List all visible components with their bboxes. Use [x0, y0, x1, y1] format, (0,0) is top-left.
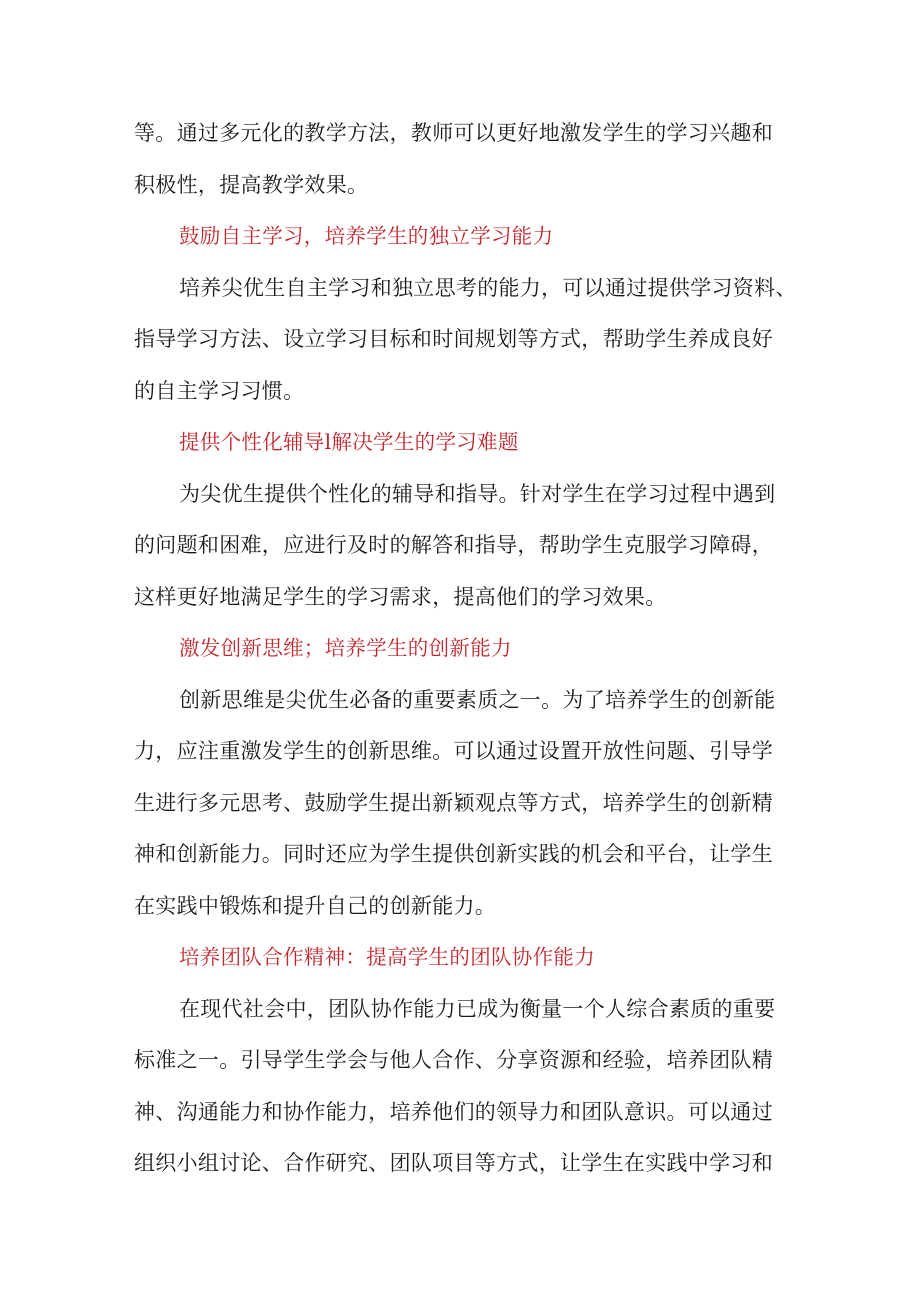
paragraph-teamwork: [134, 984, 796, 1190]
section-heading-innovation: [134, 623, 796, 675]
section-heading-teamwork: [134, 932, 796, 984]
heading-text: 培养团队合作精神：提高学生的团队协作能力: [179, 945, 595, 969]
paragraph-line: 为尖优生提供个性化的辅导和指导。针对学生在学习过程中遇到: [179, 481, 776, 506]
paragraph-line: 的自主学习习惯。: [134, 378, 305, 403]
paragraph-self-learning: [134, 263, 796, 418]
paragraph-line: 指导学习方法、设立学习目标和时间规划等方式，帮助学生养成良好: [134, 327, 773, 351]
paragraph-line: 积极性，提高教学效果。: [134, 172, 369, 197]
paragraph-line: 神、沟通能力和协作能力，培养他们的领导力和团队意识。可以通过: [134, 1099, 773, 1124]
paragraph-line: 力，应注重激发学生的创新思维。可以通过设置开放性问题、引导学: [134, 739, 773, 763]
paragraph-line: 创新思维是尖优生必备的重要素质之一。为了培养学生的创新能: [179, 687, 776, 712]
paragraph-line: 的问题和困难，应进行及时的解答和指导，帮助学生克服学习障碍，: [134, 533, 773, 557]
paragraph-line: 组织小组讨论、合作研究、团队项目等方式，让学生在实践中学习和: [134, 1151, 773, 1175]
paragraph-line: 在实践中锻炼和提升自己的创新能力。: [134, 893, 497, 918]
paragraph-line: 等。通过多元化的教学方法，教师可以更好地激发学生的学习兴趣和: [134, 121, 773, 145]
section-heading-self-learning: [134, 211, 796, 263]
heading-text: 激发创新思维；培养学生的创新能力: [179, 636, 512, 660]
paragraph-innovation: [134, 675, 796, 933]
paragraph-line: 在现代社会中，团队协作能力已成为衡量一个人综合素质的重要: [179, 996, 776, 1021]
heading-text: 提供个性化辅导l解决学生的学习难题: [179, 430, 519, 454]
paragraph-line: 生进行多元思考、鼓励学生提出新颖观点等方式，培养学生的创新精: [134, 790, 773, 815]
section-heading-tutoring: [134, 417, 796, 469]
heading-text: 鼓励自主学习，培养学生的独立学习能力: [179, 224, 554, 248]
paragraph-line: 培养尖优生自主学习和独立思考的能力，可以通过提供学习资料、: [179, 275, 797, 300]
paragraph-line: 标准之一。引导学生学会与他人合作、分享资源和经验，培养团队精: [134, 1048, 773, 1072]
paragraph-continuation: [134, 108, 796, 211]
paragraph-line: 神和创新能力。同时还应为学生提供创新实践的机会和平台，让学生: [134, 842, 773, 866]
document-body: [134, 108, 796, 1190]
paragraph-line: 这样更好地满足学生的学习需求，提高他们的学习效果。: [134, 584, 667, 609]
paragraph-tutoring: [134, 469, 796, 624]
